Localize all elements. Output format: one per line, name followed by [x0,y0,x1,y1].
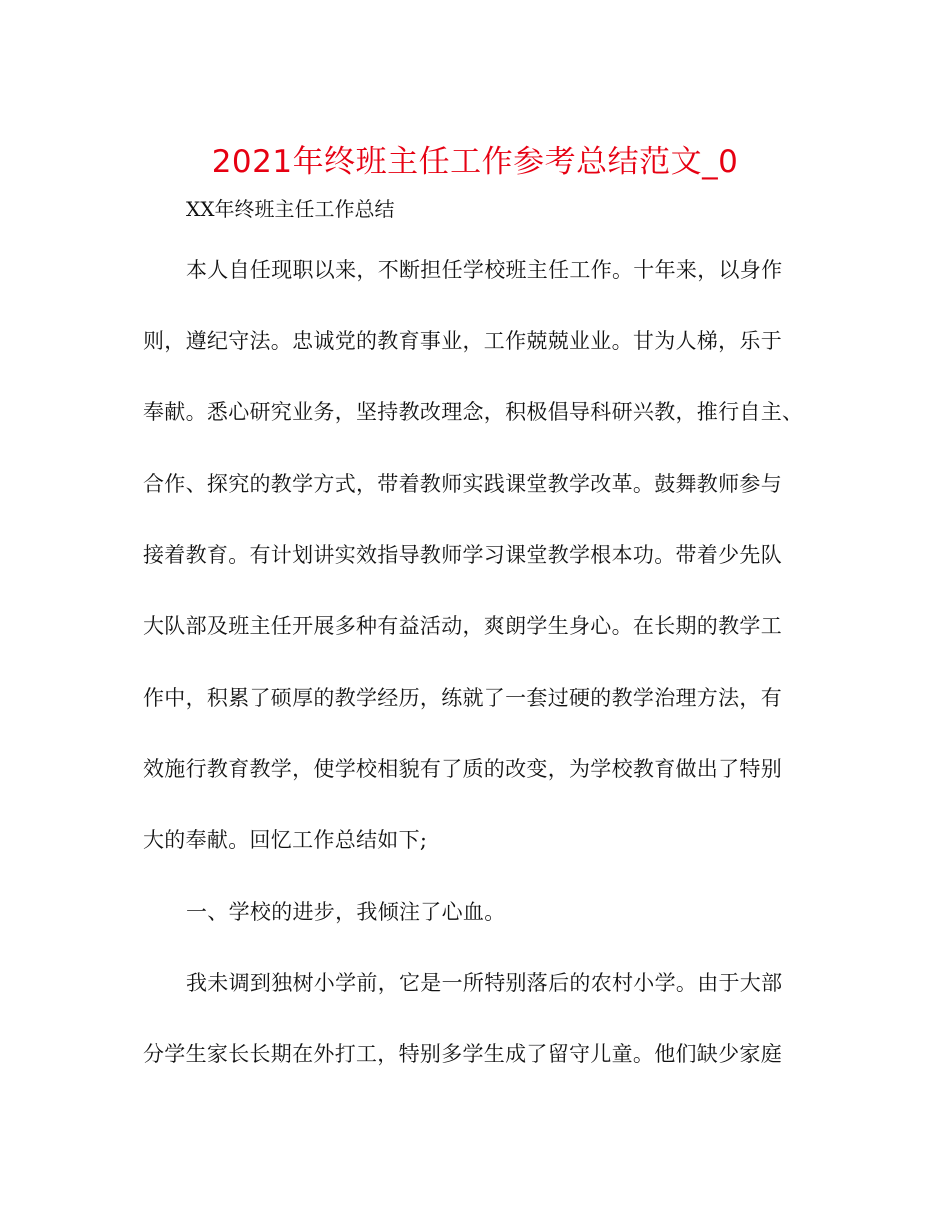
body-line: 则，遵纪守法。忠诚党的教育事业，工作兢兢业业。甘为人梯，乐于 [143,329,782,353]
body-line: 大的奉献。回忆工作总结如下; [143,828,428,852]
body-line: 效施行教育教学，使学校相貌有了质的改变，为学校教育做出了特别 [143,757,782,781]
document-subtitle: XX年终班主任工作总结 [186,197,395,221]
section-heading: 一、学校的进步，我倾注了心血。 [186,900,506,924]
document-title: 2021年终班主任工作参考总结范文_0 [211,144,739,180]
body-line: 我未调到独树小学前，它是一所特别落后的农村小学。由于大部 [186,971,783,995]
body-line: 大队部及班主任开展多种有益活动，爽朗学生身心。在长期的教学工 [143,614,782,638]
body-line: 奉献。悉心研究业务，坚持教改理念，积极倡导科研兴教，推行自主、 [143,400,804,424]
body-line: 作中，积累了硕厚的教学经历，练就了一套过硬的教学治理方法，有 [143,686,782,710]
body-line: 接着教育。有计划讲实效指导教师学习课堂教学根本功。带着少先队 [143,543,782,567]
body-line: 分学生家长长期在外打工，特别多学生成了留守儿童。他们缺少家庭 [143,1042,782,1066]
body-line: 本人自任现职以来，不断担任学校班主任工作。十年来，以身作 [186,258,783,282]
body-line: 合作、探究的教学方式，带着教师实践课堂教学改革。鼓舞教师参与 [143,472,782,496]
